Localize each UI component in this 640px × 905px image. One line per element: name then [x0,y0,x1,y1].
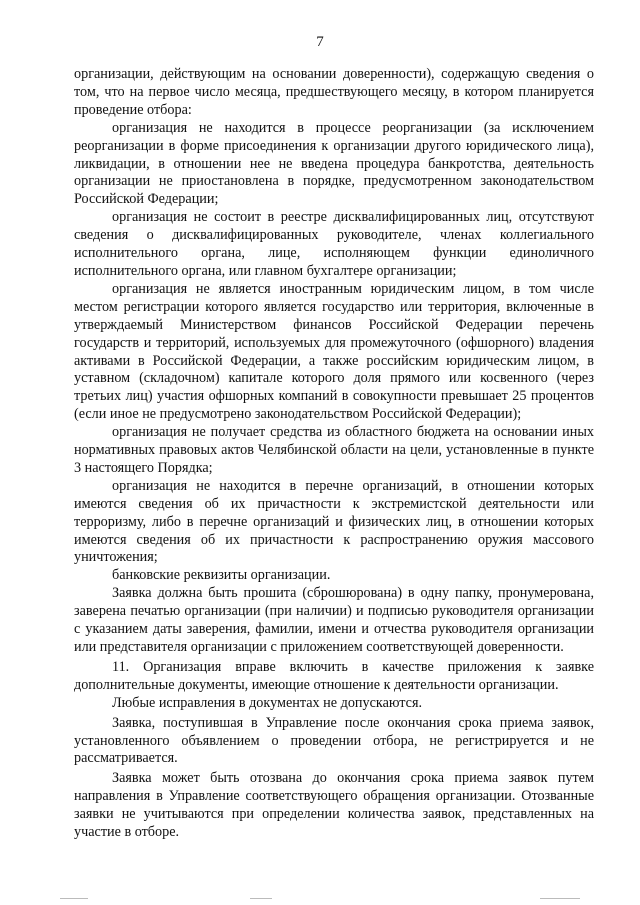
document-body [74,66,594,842]
paragraph-continuation: организации, действующим на основании доверенности), содержащую сведения о том, что на первое число месяца, предшествующего месяцу, в котором планируется проведение отбора: [74,66,594,118]
footer-scan-mark [250,898,272,899]
paragraph-bank-details: банковские реквизиты организации. [112,567,331,584]
paragraph-application-binding: Заявка должна быть прошита (сброшюрована) в одну папку, пронумерована, заверена печатью организации (при наличии) и подписью руководителя организации с указанием даты заверения, фамилии, имени и отчества руководителя организации или представителя организации с приложением соответствующей доверенности. [74,585,594,655]
paragraph-late-application: Заявка, поступившая в Управление после окончания срока приема заявок, установленного объявлением о проведении отбора, не регистрируется и не рассматривается. [74,714,594,767]
paragraph-application-withdrawal: Заявка может быть отозвана до окончания срока приема заявок путем направления в Управление соответствующего обращения организации. Отозванные заявки не учитываются при определении количества заявок, представленных на участие в отборе. [74,770,594,841]
paragraph-regional-budget: организация не получает средства из областного бюджета на основании иных нормативных правовых актов Челябинской области на цели, установленные в пункте 3 настоящего Порядка; [74,424,594,476]
footer-scan-mark [60,898,88,899]
paragraph-item-11: 11. Организация вправе включить в качестве приложения к заявке дополнительные документы, имеющие отношение к деятельности организации. [74,658,594,693]
paragraph-foreign-entity: организация не является иностранным юридическим лицом, в том числе местом регистрации которого является государство или территория, включенные в утверждаемый Министерством финансов Российской Федерации перечень государств и территорий, используемых для промежуточного (офшорного) владения активами в Российской Федерации, а также российским юридическим лицом, в уставном (складочном) капитале которого доля прямого или косвенного (через третьих лиц) участия офшорных компаний в совокупности превышает 25 процентов (если иное не предусмотрено законодательством Российской Федерации); [74,280,594,423]
paragraph-no-corrections: Любые исправления в документах не допускаются. [112,694,423,711]
footer-scan-mark [540,898,580,899]
paragraph-reorganization: организация не находится в процессе реорганизации (за исключением реорганизации в форме присоединения к организации другого юридического лица), ликвидации, в отношении нее не введена процедура банкротства, деятельность организации не приостановлена в порядке, предусмотренном законодательством Российской Федерации; [74,119,594,208]
page-number: 7 [316,34,324,50]
paragraph-disqualified-registry: организация не состоит в реестре дисквалифицированных лиц, отсутствуют сведения о дисквалифицированных руководителе, членах коллегиального исполнительного органа, лице, исполняющем функции единоличного исполнительного органа, или главном бухгалтере организации; [74,209,594,279]
paragraph-extremism-list: организация не находится в перечне организаций, в отношении которых имеются сведения об их причастности к экстремистской деятельности или терроризму, либо в перечне организаций и физических лиц, в отношении которых имеются сведения об их причастности к распространению оружия массового уничтожения; [74,477,594,566]
